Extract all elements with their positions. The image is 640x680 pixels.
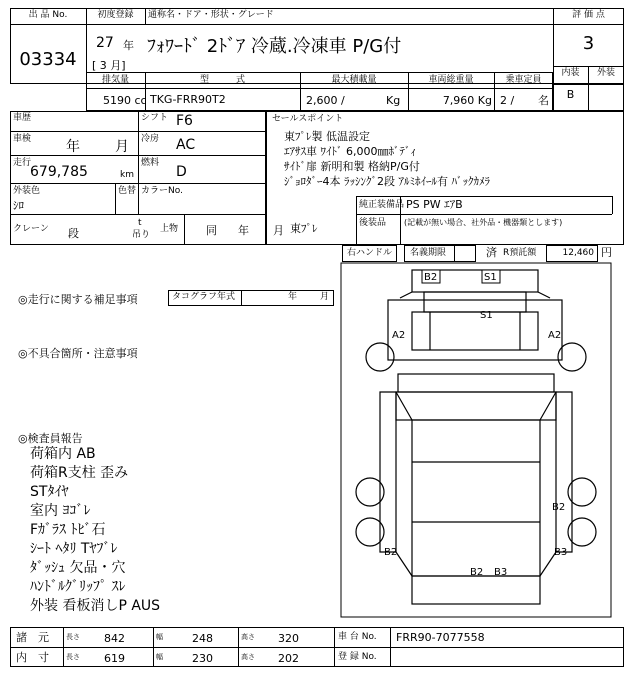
first-reg-year-unit: 年 [123, 39, 134, 52]
first-reg-label: 初度登録 [97, 10, 134, 20]
model-label: 型 式 [199, 75, 245, 85]
inspector-line-1: 荷箱内 AB [30, 446, 96, 462]
inner-length: 619 [104, 652, 125, 665]
genuine-equipment: PS PW ｴｱB [406, 198, 463, 211]
sales-title: セールスポイント [272, 114, 344, 124]
shaken-year: 年 [66, 139, 80, 155]
color-change-label: 色替 [118, 186, 137, 196]
name-label: 通称名・ドア・形状・グレード [148, 10, 274, 20]
inspector-line-3: STﾀｲﾔ [30, 484, 69, 500]
shift: F6 [176, 113, 193, 129]
defects-label: ◎不具合箇所・注意事項 [18, 347, 138, 360]
displacement-label: 排気量 [101, 75, 129, 85]
body-same: 同 [206, 224, 217, 237]
inspector-line-7: ﾀﾞｯｼｭ 欠品・穴 [30, 560, 126, 576]
truck-damage-diagram [340, 262, 612, 618]
interior-label: 内装 [561, 68, 580, 78]
body-maker: 東ﾌﾟﾚ [290, 222, 318, 235]
outer-height: 320 [278, 632, 299, 645]
ext-color: ｼﾛ [13, 199, 24, 212]
capacity: 2 / [500, 94, 515, 107]
mark-a2-left: A2 [392, 330, 406, 341]
outer-width: 248 [192, 632, 213, 645]
inner-len-label: 長さ [66, 653, 80, 661]
rhd: 右ハンドル [346, 248, 392, 258]
capacity-label: 乗車定員 [505, 75, 542, 85]
overall-score: 3 [582, 33, 595, 54]
mark-b2-rear: B2 [470, 567, 484, 578]
mark-b2-front: B2 [424, 272, 438, 283]
crane-hoist-t: t [138, 218, 142, 228]
shaken-label: 車検 [13, 134, 32, 144]
mark-s1-cab: S1 [480, 310, 493, 321]
shaken-month: 月 [115, 139, 129, 155]
inspector-line-4: 室内 ﾖｺﾞﾚ [30, 503, 91, 519]
body-month: 月 [273, 224, 284, 237]
ext-color-label: 外装色 [13, 186, 41, 196]
mark-a2-right: A2 [548, 330, 562, 341]
name-change-label: 名義期限 [410, 248, 447, 258]
recycle-unit: 円 [601, 246, 612, 259]
body-year: 年 [238, 224, 249, 237]
interior-score: B [566, 88, 575, 101]
inner-height: 202 [278, 652, 299, 665]
outer-wid-label: 幅 [156, 633, 163, 641]
crane-stage: 段 [68, 227, 79, 240]
reg-label: 登 録 No. [338, 652, 377, 662]
mark-b2-left-rear: B2 [384, 547, 398, 558]
outer-len-label: 長さ [66, 633, 80, 641]
crane-hoist: 吊り [132, 230, 151, 240]
inspector-line-8: ﾊﾝﾄﾞﾙｸﾞﾘｯﾌﾟ ｽﾚ [30, 579, 126, 595]
capacity-unit: 名 [538, 94, 549, 107]
tacho-label: タコグラフ年式 [172, 292, 236, 302]
inspector-label: ◎検査員報告 [18, 432, 83, 445]
mileage: 679,785 [30, 164, 88, 180]
tacho-month: 月 [320, 292, 330, 302]
inspector-line-2: 荷箱R支柱 歪み [30, 465, 129, 481]
first-reg-month: [ 3 月] [92, 59, 126, 72]
max-load-label: 最大積載量 [331, 75, 377, 85]
color-no-label: カラーNo. [141, 186, 183, 196]
aftermarket-label: 後装品 [359, 218, 387, 228]
mark-s1-front: S1 [484, 272, 497, 283]
history-label: 車歴 [13, 113, 32, 123]
mileage-unit: km [120, 170, 134, 180]
mark-b3-right-rear: B3 [554, 547, 568, 558]
crane-label: クレーン [13, 224, 49, 234]
gvw-label: 車両総重量 [428, 75, 474, 85]
recycle-status: 済 [486, 246, 497, 259]
score-label: 評 価 点 [572, 10, 605, 20]
genuine-label: 純正装備品 [359, 200, 405, 210]
body-label: 上物 [160, 224, 179, 234]
aftermarket-note: (記載が無い場合、社外品・機器類とします) [404, 218, 563, 227]
recycle-fee-label: R預託額 [503, 248, 537, 258]
gvw: 7,960 Kg [442, 94, 492, 107]
tacho-year: 年 [288, 292, 298, 302]
lot-no-label: 出 品 No. [28, 10, 68, 20]
ac-label: 冷房 [141, 134, 160, 144]
outer-hgt-label: 高さ [241, 633, 255, 641]
model-code: TKG-FRR90T2 [150, 93, 226, 106]
first-reg-year: 27 [96, 35, 114, 51]
sales-line-3: ｻｲﾄﾞ扉 新明和製 格納P/G付 [284, 160, 420, 173]
mark-b3-rear: B3 [494, 567, 508, 578]
max-load: 2,600 / [306, 94, 345, 107]
max-load-unit: Kg [386, 94, 401, 107]
driving-notes-label: ◎走行に関する補足事項 [18, 293, 138, 306]
sales-line-1: 東ﾌﾟﾚ製 低温設定 [284, 130, 370, 143]
fuel: D [176, 164, 187, 180]
chassis-no: FRR90-7077558 [396, 631, 485, 644]
inspector-line-6: ｼｰﾄ ﾍﾀﾘ Tﾔﾌﾞﾚ [30, 541, 118, 557]
recycle-fee: 12,460 [562, 248, 594, 258]
shift-label: シフト [141, 113, 169, 123]
inner-width: 230 [192, 652, 213, 665]
mileage-label: 走行 [13, 158, 32, 168]
inner-dims-label: 内 寸 [16, 651, 49, 664]
sales-line-2: ｴｱｻｽ車 ﾜｲﾄﾞ 6,000㎜ﾎﾞﾃﾞｨ [284, 145, 416, 158]
inner-wid-label: 幅 [156, 653, 163, 661]
exterior-label: 外装 [596, 68, 615, 78]
inspector-line-9: 外装 看板消しP AUS [30, 598, 161, 614]
inner-hgt-label: 高さ [241, 653, 255, 661]
fuel-label: 燃料 [141, 158, 160, 168]
outer-length: 842 [104, 632, 125, 645]
sales-line-4: ｼﾞｮﾛﾀﾞｰ4本 ﾗｯｼﾝｸﾞ2段 ｱﾙﾐﾎｲｰﾙ有 ﾊﾞｯｸｶﾒﾗ [284, 175, 490, 188]
inspector-line-5: Fｶﾞﾗｽ ﾄﾋﾞ石 [30, 522, 106, 538]
outer-dims-label: 諸 元 [16, 631, 49, 644]
displacement: 5190 cc [103, 94, 147, 107]
lot-no: 03334 [19, 49, 77, 70]
vehicle-name: ﾌｫﾜｰﾄﾞ 2ﾄﾞｱ 冷蔵.冷凍車 P/G付 [147, 36, 402, 57]
ac: AC [176, 137, 196, 153]
chassis-label: 車 台 No. [338, 632, 377, 642]
mark-b2-right: B2 [552, 502, 566, 513]
